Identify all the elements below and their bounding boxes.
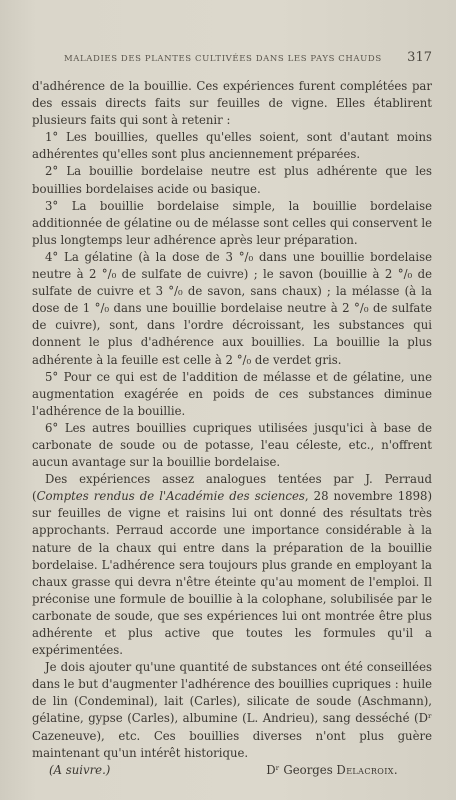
paragraph-conclusion: Je dois ajouter qu'une quantité de substances ont été conseillées dans le but d'augmenter l'adhérence des bouillies cupriques : huile de lin (Condeminal), lait (Carles), silicate de soude (Aschmann), gélatine, gypse (Carles), albumine (L. Andrieu), sang desséché (Dʳ Cazeneuve), etc. Ces bouillies diverses n'ont plus guère maintenant qu'un intérêt historique. (32, 660, 432, 760)
continuation-note: (A suivre.) (49, 762, 111, 777)
perraud-text-after: , 28 novembre 1898) sur feuilles de vigne et raisins lui ont donné des résultats très approchants. Perraud accorde une importance considérable à la nature de la chaux qui entre dans la préparation de la bouillie bordelaise. L'adhérence sera toujours plus grande en employant la chaux grasse qui devra n'être éteinte qu'au moment de l'emploi. Il préconise une formule de bouillie à la colophane, solubilisée par le carbonate de soude, que ses expériences lui ont montrée être plus adhérente et plus active que toutes les formules qu'il a expérimentées. (32, 489, 432, 658)
paragraph-perraud (32, 471, 432, 659)
signature-line (32, 762, 432, 779)
paragraph-finding-4: 4° La gélatine (à la dose de 3 °/₀ dans une bouillie bordelaise neutre à 2 °/₀ de sulfate de cuivre) ; le savon (bouillie à 2 °/₀ de sulfate de cuivre et 3 °/₀ de savon, sans chaux) ; la mélasse (à la dose de 1 °/₀ dans une bouillie bordelaise neutre à 2 °/₀ de sulfate de cuivre), sont, dans l'ordre décroissant, les substances qui donnent le plus d'adhérence aux bouillies. La bouillie la plus adhérente à la feuille est celle à 2 °/₀ de verdet gris. (32, 249, 432, 367)
paragraph-finding-5: 5° Pour ce qui est de l'addition de mélasse et de gélatine, une augmentation exagérée en poids de ces substances diminue l'adhérence de la bouillie. (32, 369, 432, 418)
running-title: MALADIES DES PLANTES CULTIVÉES DANS LES PAYS CHAUDS (64, 54, 382, 64)
author-prefix: Dʳ Georges (266, 762, 337, 777)
paragraph-finding-3: 3° La bouillie bordelaise simple, la bouillie bordelaise additionnée de gélatine ou de mélasse sont celles qui conservent le plus longtemps leur adhérence après leur préparation. (32, 198, 433, 247)
page-header (32, 50, 432, 70)
article-body (32, 78, 432, 762)
paragraph-intro: d'adhérence de la bouillie. Ces expériences furent complétées par des essais directs faits sur feuilles de vigne. Elles établirent plusieurs faits qui sont à retenir : (32, 79, 432, 128)
paragraph-finding-6: 6° Les autres bouillies cupriques utilisées jusqu'ici à base de carbonate de soude ou de potasse, l'eau céleste, etc., n'offrent aucun avantage sur la bouillie bordelaise. (32, 420, 432, 470)
paragraph-finding-2: 2° La bouillie bordelaise neutre est plus adhérente que les bouillies bordelaises acide ou basique. (32, 164, 432, 196)
author-surname: Delacroix. (336, 762, 398, 777)
journal-citation: Comptes rendus de l'Académie des sciences (36, 489, 305, 504)
author-signature (266, 762, 398, 779)
page-number: 317 (407, 50, 432, 65)
paragraph-finding-1: 1° Les bouillies, quelles qu'elles soient, sont d'autant moins adhérentes qu'elles sont plus anciennement préparées. (32, 130, 432, 162)
perraud-text-before: Des expériences assez analogues tentées par J. Perraud ( (32, 472, 432, 504)
